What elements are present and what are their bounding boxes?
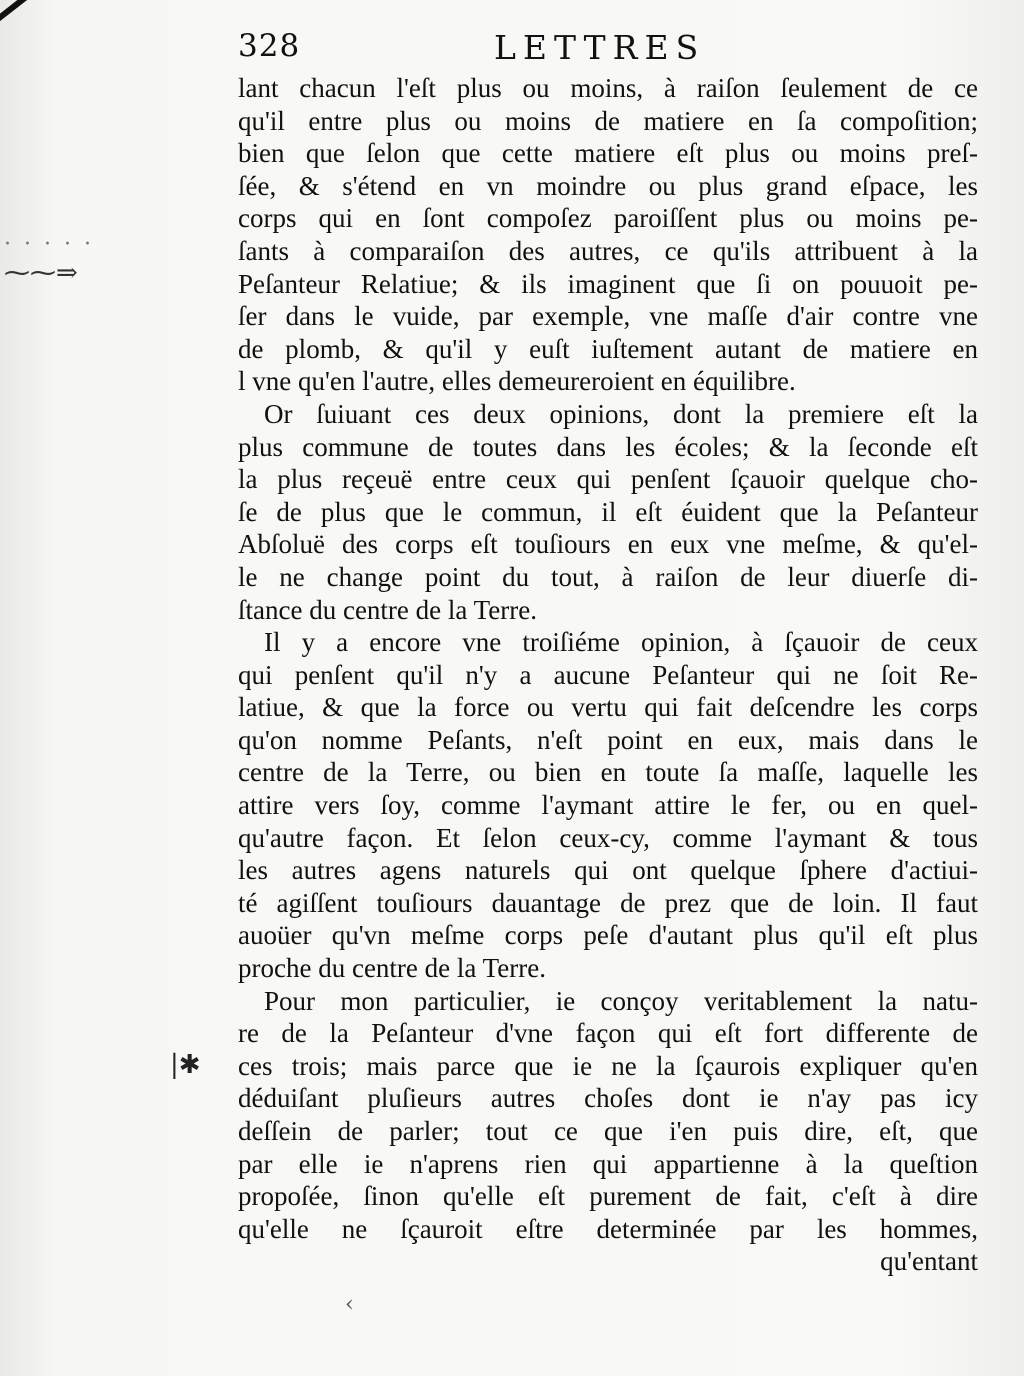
text-line: qui penſent qu'il n'y a aucune Peſanteur qui ne ſoit Re- [238,659,978,690]
text-line: lant chacun l'eſt plus ou moins, à raiſon ſeulement de ce [238,73,978,103]
text-line: propoſée, ſinon qu'elle eſt purement de fait, c'eſt à dire [238,1181,978,1212]
margin-pointer-mark: ⁓⁓⇒ [4,258,78,288]
text-line: Peſanteur Relatiue; & ils imaginent que ſi on pouuoit pe- [238,268,978,299]
text-line: corps qui en ſont compoſez paroiſſent plus ou moins pe- [238,203,978,234]
margin-asterisk-mark: |✱ [170,1050,201,1080]
text-line: bien que ſelon que cette matiere eſt plus ou moins preſ- [238,138,978,169]
catchword: qu'entant [880,1246,978,1277]
margin-tick-mark: ‹ [345,1292,354,1317]
text-line: la plus reçeuë entre ceux qui penſent ſçauoir quelque cho- [238,464,978,495]
text-line: latiue, & que la force ou vertu qui fait deſcendre les corps [238,692,978,723]
text-line: le ne change point du tout, à raiſon de leur diuerſe di- [238,561,978,592]
text-line: les autres agens naturels qui ont quelque ſphere d'actiui- [238,855,978,886]
paragraph [238,626,978,985]
text-line: déduiſant pluſieurs autres choſes dont ie n'ay pas icy [238,1083,978,1114]
paragraph [238,985,978,1246]
text-line: Or ſuiuant ces deux opinions, dont la premiere eſt la [264,398,978,429]
text-line: proche du centre de la Terre. [238,953,546,984]
page-number: 328 [238,28,301,64]
paragraph [238,398,978,626]
text-line: Abſoluë des corps eſt touſiours en eux vne meſme, & qu'el- [238,529,978,560]
text-line: Il y a encore vne troiſiéme opinion, à ſçauoir de ceux [264,627,978,658]
text-line: plus commune de toutes dans les écoles; & la ſeconde eſt [238,431,978,462]
text-line: qu'il entre plus ou moins de matiere en ſa compoſition; [238,105,978,136]
page-header [238,28,978,72]
text-line: Pour mon particulier, ie conçoy veritablement la natu- [264,985,978,1016]
text-line: re de la Peſanteur d'vne façon qui eſt fort differente de [238,1018,978,1049]
text-line: auoüer qu'vn meſme corps peſe d'autant plus qu'il eſt plus [238,920,978,951]
text-line: ſer dans le vuide, par exemple, vne maſſe d'air contre vne [238,301,978,332]
body-text [238,72,978,1278]
text-line: ces trois; mais parce que ie ne la ſçaurois expliquer qu'en [238,1050,978,1081]
text-line: l vne qu'en l'autre, elles demeureroient en équilibre. [238,366,796,397]
text-line: qu'on nomme Peſants, n'eſt point en eux, mais dans le [238,724,978,755]
text-line: qu'autre façon. Et ſelon ceux-cy, comme l'aymant & tous [238,822,978,853]
text-line: ſe de plus que le commun, il eſt éuident que la Peſanteur [238,496,978,527]
text-line: de plomb, & qu'il y euſt iuſtement autant de matiere en [238,333,978,364]
text-line: par elle ie n'aprens rien qui appartienne à la queſtion [238,1148,978,1179]
text-line: ſée, & s'étend en vn moindre ou plus grand eſpace, les [238,170,978,201]
paragraph [238,72,978,398]
text-line: ſants à comparaiſon des autres, ce qu'ils attribuent à la [238,235,978,266]
text-line: deſſein de parler; tout ce que i'en puis dire, eſt, que [238,1116,978,1146]
running-title: LETTRES [494,28,706,67]
text-line: ſtance du centre de la Terre. [238,594,537,625]
text-line: attire vers ſoy, comme l'aymant attire le fer, ou en quel- [238,790,978,821]
text-line: té agiſſent touſiours dauantage de prez que de loin. Il faut [238,887,978,918]
text-line: centre de la Terre, ou bien en toute ſa maſſe, laquelle les [238,757,978,788]
margin-smudge: · · · · · [4,232,94,257]
text-line: qu'elle ne ſçauroit eſtre determinée par les hommes, [238,1213,978,1244]
